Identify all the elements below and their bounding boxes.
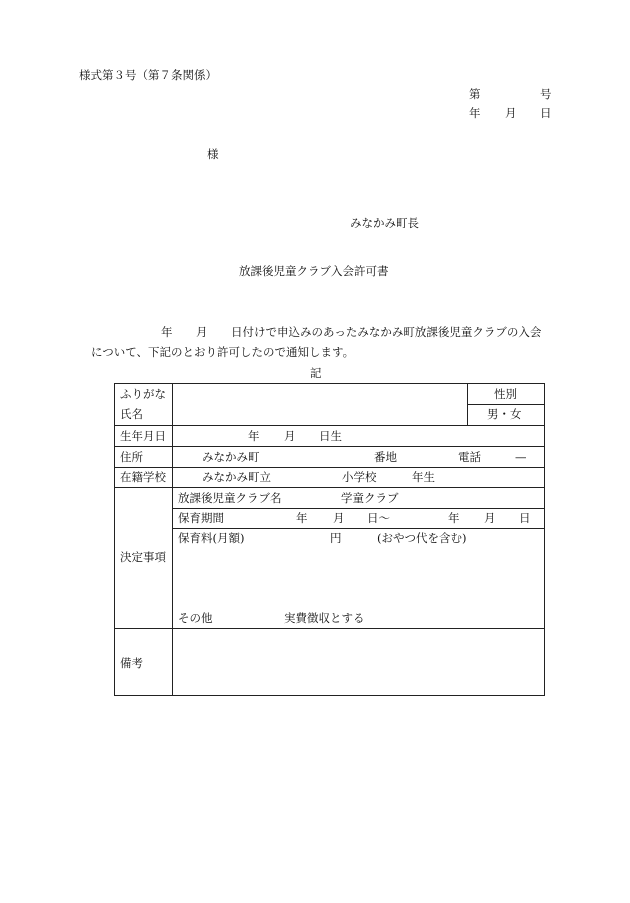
school-type: 小学校 bbox=[342, 470, 377, 484]
period-day-start: 日～ bbox=[367, 511, 390, 525]
gender-column-divider bbox=[467, 384, 468, 425]
fee-unit: 円 bbox=[330, 531, 342, 545]
other-value: 実費徴収とする bbox=[284, 611, 365, 625]
doc-number-go: 号 bbox=[540, 87, 552, 101]
birth-label: 生年月日 bbox=[120, 429, 166, 443]
birth-day: 日生 bbox=[319, 429, 342, 443]
row-divider bbox=[115, 628, 544, 629]
body-line1: 日付けで申込みのあったみなかみ町放課後児童クラブの入会 bbox=[231, 325, 542, 339]
gender-divider bbox=[467, 404, 544, 405]
period-day-end: 日 bbox=[519, 511, 531, 525]
date-month: 月 bbox=[505, 106, 517, 120]
period-label: 保育期間 bbox=[178, 511, 224, 525]
body-month: 月 bbox=[196, 325, 208, 339]
row-divider bbox=[115, 487, 544, 488]
issuer: みなかみ町長 bbox=[350, 216, 419, 230]
furigana-label: ふりがな bbox=[120, 387, 166, 401]
club-name-label: 放課後児童クラブ名 bbox=[178, 491, 282, 505]
address-label: 住所 bbox=[120, 450, 143, 464]
school-prefix: みなかみ町立 bbox=[202, 470, 271, 484]
row-divider bbox=[115, 467, 544, 468]
address-banchi: 番地 bbox=[374, 450, 397, 464]
row-divider bbox=[172, 528, 544, 529]
gender-value: 男・女 bbox=[487, 407, 522, 421]
remarks-label: 備考 bbox=[120, 656, 143, 670]
address-town: みなかみ町 bbox=[202, 450, 260, 464]
school-label: 在籍学校 bbox=[120, 470, 166, 484]
row-divider bbox=[115, 425, 544, 426]
permit-table bbox=[114, 383, 545, 696]
period-year-end: 年 bbox=[448, 511, 460, 525]
gender-label: 性別 bbox=[494, 387, 517, 401]
name-label: 氏名 bbox=[120, 407, 143, 421]
body-year: 年 bbox=[161, 325, 173, 339]
fee-label: 保育料(月額) bbox=[178, 531, 245, 545]
document-title: 放課後児童クラブ入会許可書 bbox=[239, 264, 389, 278]
phone-dash: — bbox=[515, 450, 527, 464]
period-year-start: 年 bbox=[296, 511, 308, 525]
doc-number-dai: 第 bbox=[469, 87, 481, 101]
date-year: 年 bbox=[469, 106, 481, 120]
school-grade: 年生 bbox=[412, 470, 435, 484]
date-day: 日 bbox=[540, 106, 552, 120]
birth-month: 月 bbox=[284, 429, 296, 443]
fee-note: (おやつ代を含む) bbox=[377, 531, 467, 545]
birth-year: 年 bbox=[248, 429, 260, 443]
phone-label: 電話 bbox=[458, 450, 481, 464]
row-divider bbox=[172, 508, 544, 509]
row-divider bbox=[115, 446, 544, 447]
other-label: その他 bbox=[178, 611, 213, 625]
period-month-end: 月 bbox=[484, 511, 496, 525]
ki-label: 記 bbox=[310, 366, 322, 380]
form-number: 様式第３号（第７条関係） bbox=[79, 68, 217, 82]
decision-label: 決定事項 bbox=[120, 550, 166, 564]
period-month-start: 月 bbox=[333, 511, 345, 525]
label-column-divider bbox=[172, 384, 173, 695]
body-line2: について、下記のとおり許可したので通知します。 bbox=[91, 345, 355, 359]
club-suffix: 学童クラブ bbox=[341, 491, 399, 505]
addressee-suffix: 様 bbox=[207, 147, 219, 161]
